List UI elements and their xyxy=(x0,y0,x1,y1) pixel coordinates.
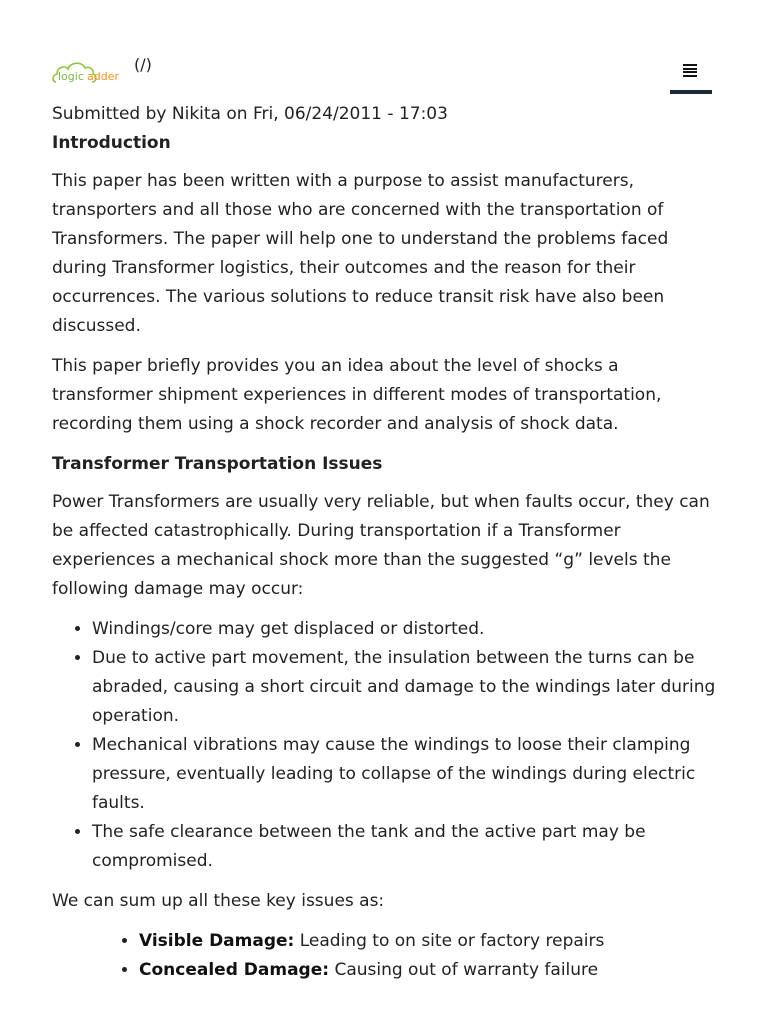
home-link[interactable]: (/) xyxy=(134,55,152,74)
logo-text-adder: adder xyxy=(87,70,119,83)
key-issue-label: Concealed Damage: xyxy=(139,960,330,980)
key-issue-text: Leading to on site or factory repairs xyxy=(294,931,605,951)
submitted-meta: Submitted by Nikita on Fri, 06/24/2011 - 17:03 xyxy=(52,104,448,124)
site-header xyxy=(52,52,714,96)
logo-text-logic: logic xyxy=(58,70,84,83)
intro-paragraph-2: This paper briefly provides you an idea about the level of shocks a transformer shipment experiences in different modes of transportation, recording them using a shock recorder and analysis of shock data. xyxy=(52,356,662,434)
list-item: • Due to active part movement, the insulation between the turns can be abraded, causing a short circuit and damage to the windings later during operation. xyxy=(92,644,720,731)
article-body xyxy=(52,100,720,996)
menu-active-underline xyxy=(670,90,712,94)
list-item: • The safe clearance between the tank and the active part may be compromised. xyxy=(92,818,720,876)
key-issue-text: Causing out of warranty failure xyxy=(329,960,599,980)
intro-heading: Introduction xyxy=(52,133,171,153)
intro-paragraph-1: This paper has been written with a purpose to assist manufacturers, transporters and all those who are concerned with the transportation of Transformers. The paper will help one to understand the problems faced during Transformer logistics, their outcomes and the reason for their occurrences. The various solutions to reduce transit risk have also been discussed. xyxy=(52,171,669,336)
list-item: • Windings/core may get displaced or distorted. xyxy=(92,615,720,644)
key-issues-list xyxy=(52,927,720,985)
hamburger-menu-button[interactable] xyxy=(670,52,712,94)
hamburger-menu-icon xyxy=(683,64,697,77)
damage-list xyxy=(52,615,720,876)
issues-heading: Transformer Transportation Issues xyxy=(52,454,383,474)
list-item: • Mechanical vibrations may cause the windings to loose their clamping pressure, eventually leading to collapse of the windings during electric faults. xyxy=(92,731,720,818)
logicadder-logo[interactable] xyxy=(52,56,130,90)
key-issue-label: Visible Damage: xyxy=(139,931,295,951)
list-item xyxy=(139,956,720,985)
summary-intro: We can sum up all these key issues as: xyxy=(52,891,385,911)
issues-paragraph: Power Transformers are usually very reliable, but when faults occur, they can be affected catastrophically. During transportation if a Transformer experiences a mechanical shock more than the suggested “g” levels the following damage may occur: xyxy=(52,492,710,599)
list-item xyxy=(139,927,720,956)
